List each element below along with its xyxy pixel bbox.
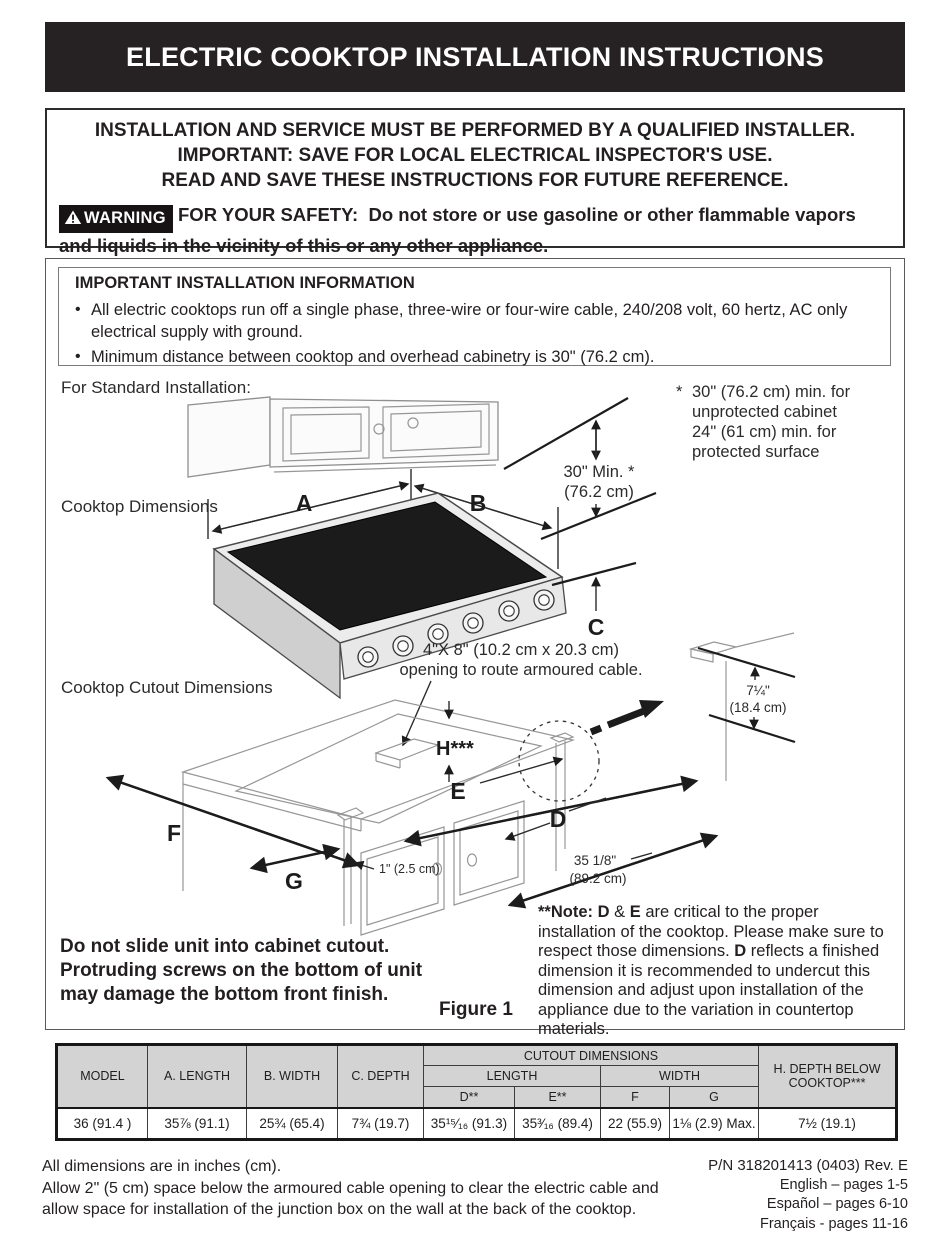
col-header-g: G	[670, 1087, 759, 1108]
part-number: P/N 318201413 (0403) Rev. E	[708, 1157, 908, 1174]
note-tail: reflects a finished dimension it is recommended to undercut this dimension and adjust upon installation of the appliance due to the variation in countertop materials.	[538, 942, 880, 1038]
cell-d: 35¹⁵⁄₁₆ (91.3)	[424, 1108, 515, 1140]
min-note-line3: 24" (61 cm) min. for	[692, 423, 837, 441]
cable-opening	[376, 739, 438, 760]
pages-english: English – pages 1-5	[779, 1176, 908, 1193]
label-c: C	[587, 614, 605, 640]
min-note-line4: protected surface	[692, 443, 820, 461]
label-d: D	[549, 806, 567, 832]
notice-line-2: IMPORTANT: SAVE FOR LOCAL ELECTRICAL INSPECTOR'S USE.	[177, 145, 773, 166]
cell-h: 7½ (19.1)	[759, 1108, 897, 1140]
table-row	[57, 1108, 897, 1140]
page-title: ELECTRIC COOKTOP INSTALLATION INSTRUCTIONS	[126, 41, 824, 72]
dim30-line1: 30" Min. *	[563, 463, 635, 481]
warning-triangle-icon	[64, 210, 82, 225]
edge-detail-drawing	[691, 633, 795, 781]
col-header-a-length: A. LENGTH	[148, 1045, 247, 1108]
info-bullet-1: • All electric cooktops run off a single phase, three-wire or four-wire cable, 240/208 volt, 60 hertz, AC only electrical supply with ground.	[75, 301, 848, 341]
note-amp: &	[614, 903, 626, 921]
label-a: A	[295, 490, 313, 516]
note-d1: D	[597, 903, 610, 921]
col-header-length: LENGTH	[424, 1066, 601, 1087]
dim714-line1: 7¼"	[746, 683, 770, 698]
cell-c: 7¾ (19.7)	[338, 1108, 424, 1140]
base-cabinet-knob	[468, 854, 477, 866]
title-banner	[45, 22, 905, 92]
col-header-d: D**	[424, 1087, 515, 1108]
cell-model: 36 (91.4 )	[57, 1108, 148, 1140]
d-e-note	[538, 903, 900, 1040]
figure-box	[45, 258, 905, 1038]
footer-clearance-note: Allow 2" (5 cm) space below the armoured cable opening to clear the electric cable and allow space for installation of the junction box on the wall at the back of the cooktop.	[42, 1179, 659, 1218]
pages-french: Français - pages 11-16	[759, 1215, 908, 1232]
cooktop-dimensions-label: Cooktop Dimensions	[61, 497, 218, 516]
cell-f: 22 (55.9)	[601, 1108, 670, 1140]
warning-badge-label: WARNING	[84, 209, 166, 227]
bullet-icon: •	[75, 301, 81, 318]
dim3518-line2: (89.2 cm)	[569, 871, 627, 886]
important-info-box	[58, 267, 891, 366]
figure-caption: Figure 1	[439, 999, 513, 1020]
cell-a: 35⅞ (91.1)	[148, 1108, 247, 1140]
note-mid: are critical to the proper installation of the cooktop. Please make sure to respect those dimensions.	[538, 903, 884, 960]
safety-warning	[59, 202, 891, 258]
cutout-dimensions-label: Cooktop Cutout Dimensions	[61, 678, 273, 697]
label-b: B	[469, 490, 487, 516]
cell-b: 25¾ (65.4)	[247, 1108, 338, 1140]
clearance-dimension	[504, 398, 656, 539]
note-prefix: **Note:	[538, 903, 594, 921]
one-inch-label: 1" (2.5 cm)	[379, 862, 440, 876]
label-f: F	[166, 820, 182, 846]
notice-line-1: INSTALLATION AND SERVICE MUST BE PERFORMED BY A QUALIFIED INSTALLER.	[94, 120, 856, 141]
col-header-model: MODEL	[57, 1045, 148, 1108]
dim3518-line1: 35 1/8"	[573, 853, 617, 868]
min-note-line2: unprotected cabinet	[692, 403, 837, 421]
warning-label: FOR YOUR SAFETY:	[178, 204, 359, 225]
label-e: E	[450, 778, 466, 804]
standard-installation-label: For Standard Installation:	[61, 378, 251, 397]
label-h: H***	[436, 738, 474, 760]
dim714-line2: (18.4 cm)	[729, 700, 787, 715]
col-header-b-width: B. WIDTH	[247, 1045, 338, 1108]
footer-left	[42, 1156, 690, 1221]
col-header-f: F	[601, 1087, 670, 1108]
warning-badge	[59, 205, 173, 233]
col-header-e: E**	[515, 1087, 601, 1108]
installer-notice-box	[45, 108, 905, 256]
note-e1: E	[629, 903, 641, 921]
notice-line-3: READ AND SAVE THESE INSTRUCTIONS FOR FUTURE REFERENCE.	[161, 170, 789, 191]
col-header-width: WIDTH	[601, 1066, 759, 1087]
do-not-slide-warning: Do not slide unit into cabinet cutout. Protruding screws on the bottom of unit may damage the bottom front finish.	[60, 936, 423, 1005]
col-header-cutout: CUTOUT DIMENSIONS	[424, 1045, 759, 1066]
min-note-star: *	[676, 383, 683, 401]
cell-e: 35³⁄₁₆ (89.4)	[515, 1108, 601, 1140]
bullet-icon: •	[75, 348, 81, 365]
dimensions-table	[55, 1043, 898, 1141]
overhead-cabinet-drawing	[188, 397, 498, 477]
cell-g: 1⅛ (2.9) Max.	[670, 1108, 759, 1140]
footer-right	[628, 1156, 908, 1234]
note-d2: D	[734, 942, 747, 960]
info-bullet-2: • Minimum distance between cooktop and overhead cabinetry is 30" (76.2 cm).	[75, 348, 655, 366]
warning-text: Do not store or use gasoline or other flammable vapors and liquids in the vicinity of this or any other appliance.	[59, 204, 856, 256]
col-header-c-depth: C. DEPTH	[338, 1045, 424, 1108]
info-title: IMPORTANT INSTALLATION INFORMATION	[75, 274, 415, 292]
min-note-line1: 30" (76.2 cm) min. for	[692, 383, 851, 401]
dim30-line2: (76.2 cm)	[564, 483, 634, 501]
footer-dimensions-note: All dimensions are in inches (cm).	[42, 1158, 282, 1175]
opening-line1: 4"X 8" (10.2 cm x 20.3 cm)	[422, 641, 620, 659]
col-header-h-depth: H. DEPTH BELOW COOKTOP***	[759, 1045, 897, 1108]
detail-pointer-arrow	[591, 700, 664, 732]
opening-line2: opening to route armoured cable.	[399, 661, 643, 679]
pages-spanish: Español – pages 6-10	[766, 1196, 908, 1212]
detail-circle	[519, 721, 599, 801]
opening-callout	[399, 641, 642, 745]
label-g: G	[285, 868, 303, 894]
